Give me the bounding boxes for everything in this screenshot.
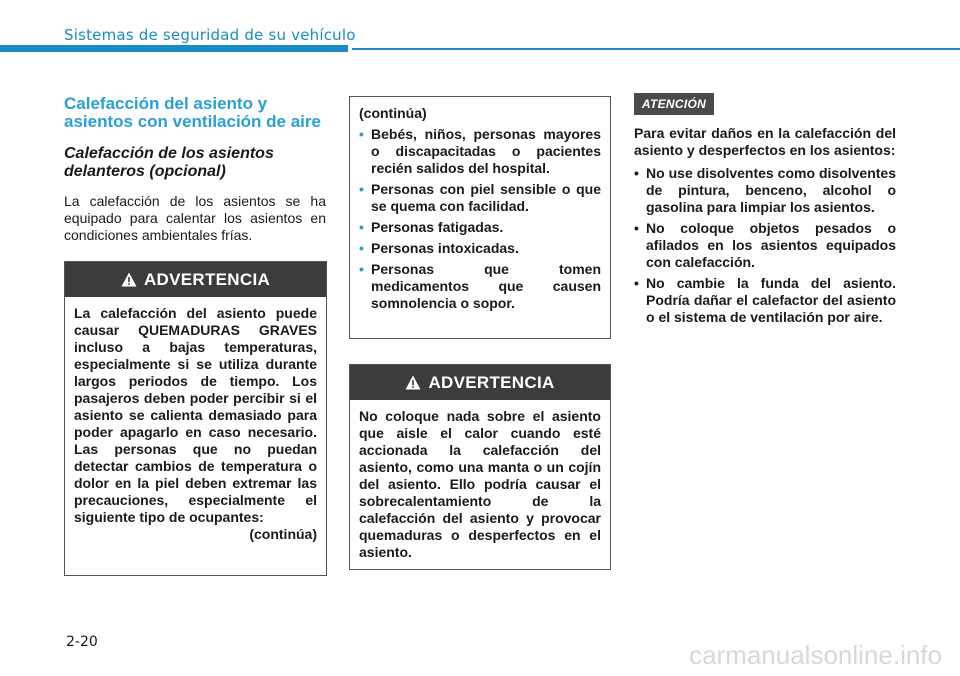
warning-box-body	[350, 400, 610, 561]
left-column	[64, 95, 326, 244]
right-column	[634, 125, 896, 330]
subsection-title: Calefacción de los asientos delanteros (opcional)	[64, 145, 274, 180]
continued-occupants-box	[349, 96, 611, 339]
caution-intro: Para evitar daños en la calefacción del asiento y desperfectos en los asientos:	[634, 125, 896, 158]
caution-list	[634, 165, 896, 326]
watermark: carmanualsonline.info	[689, 640, 942, 670]
warning-box-cover	[349, 364, 611, 570]
caution-badge: ATENCIÓN	[634, 93, 714, 115]
list-item: • Personas con piel sensible o que se quema con facilidad.	[359, 181, 601, 215]
continued-heading: (continúa)	[359, 105, 427, 121]
section-header-title: Sistemas de seguridad de su vehículo	[64, 26, 356, 44]
list-item: • Personas que tomen medicamentos que causen somnolencia o sopor.	[359, 261, 601, 312]
list-item: • Bebés, niños, personas mayores o discapacitadas o pacientes recién salidos del hospital.	[359, 126, 601, 177]
warning-text: La calefacción del asiento puede causar QUEMADURAS GRAVES incluso a bajas temperaturas, especialmente si se utiliza durante largos periodos de tiempo. Los pasajeros deben poder percibir si el asiento se calienta demasiado para poder apagarlo en caso necesario. Las personas que no puedan detectar cambios de temperatura o dolor en la piel deben extremar las precauciones, especialmente el siguiente tipo de ocupantes:	[74, 305, 317, 525]
header-accent-bar	[0, 45, 348, 52]
list-item: • No coloque objetos pesados o afilados en los asientos equipados con calefacción.	[634, 220, 896, 271]
warning-text: No coloque nada sobre el asiento que aisle el calor cuando esté accionada la calefacción del asiento, como una manta o un cojín del asiento. Ello podría causar el sobrecalentamiento de la calefacción del asiento y provocar quemaduras o desperfectos en el asiento.	[359, 408, 601, 560]
continued-box-body	[350, 97, 610, 312]
intro-paragraph: La calefacción de los asientos se ha equipado para calentar los asientos en condiciones ambientales frías.	[64, 193, 326, 243]
section-title: Calefacción del asiento y asientos con ventilación de aire	[64, 94, 321, 131]
warning-label: ADVERTENCIA	[143, 269, 271, 289]
warning-triangle-icon	[405, 375, 421, 390]
page-number: 2-20	[66, 634, 98, 650]
occupant-list	[359, 126, 601, 312]
warning-box-body	[65, 297, 326, 543]
header-rule	[352, 48, 960, 50]
warning-label: ADVERTENCIA	[428, 372, 555, 392]
warning-box-burns	[64, 261, 327, 576]
list-item: • Personas intoxicadas.	[359, 240, 601, 257]
warning-box-header	[65, 262, 326, 297]
list-item: • Personas fatigadas.	[359, 219, 601, 236]
warning-triangle-icon	[121, 272, 137, 287]
list-item: • No cambie la funda del asiento. Podría dañar el calefactor del asiento o el sistema de ventilación por aire.	[634, 275, 896, 326]
list-item: • No use disolventes como disolventes de pintura, benceno, alcohol o gasolina para limpiar los asientos.	[634, 165, 896, 216]
warning-box-header	[350, 365, 610, 400]
continued-label: (continúa)	[249, 526, 317, 542]
